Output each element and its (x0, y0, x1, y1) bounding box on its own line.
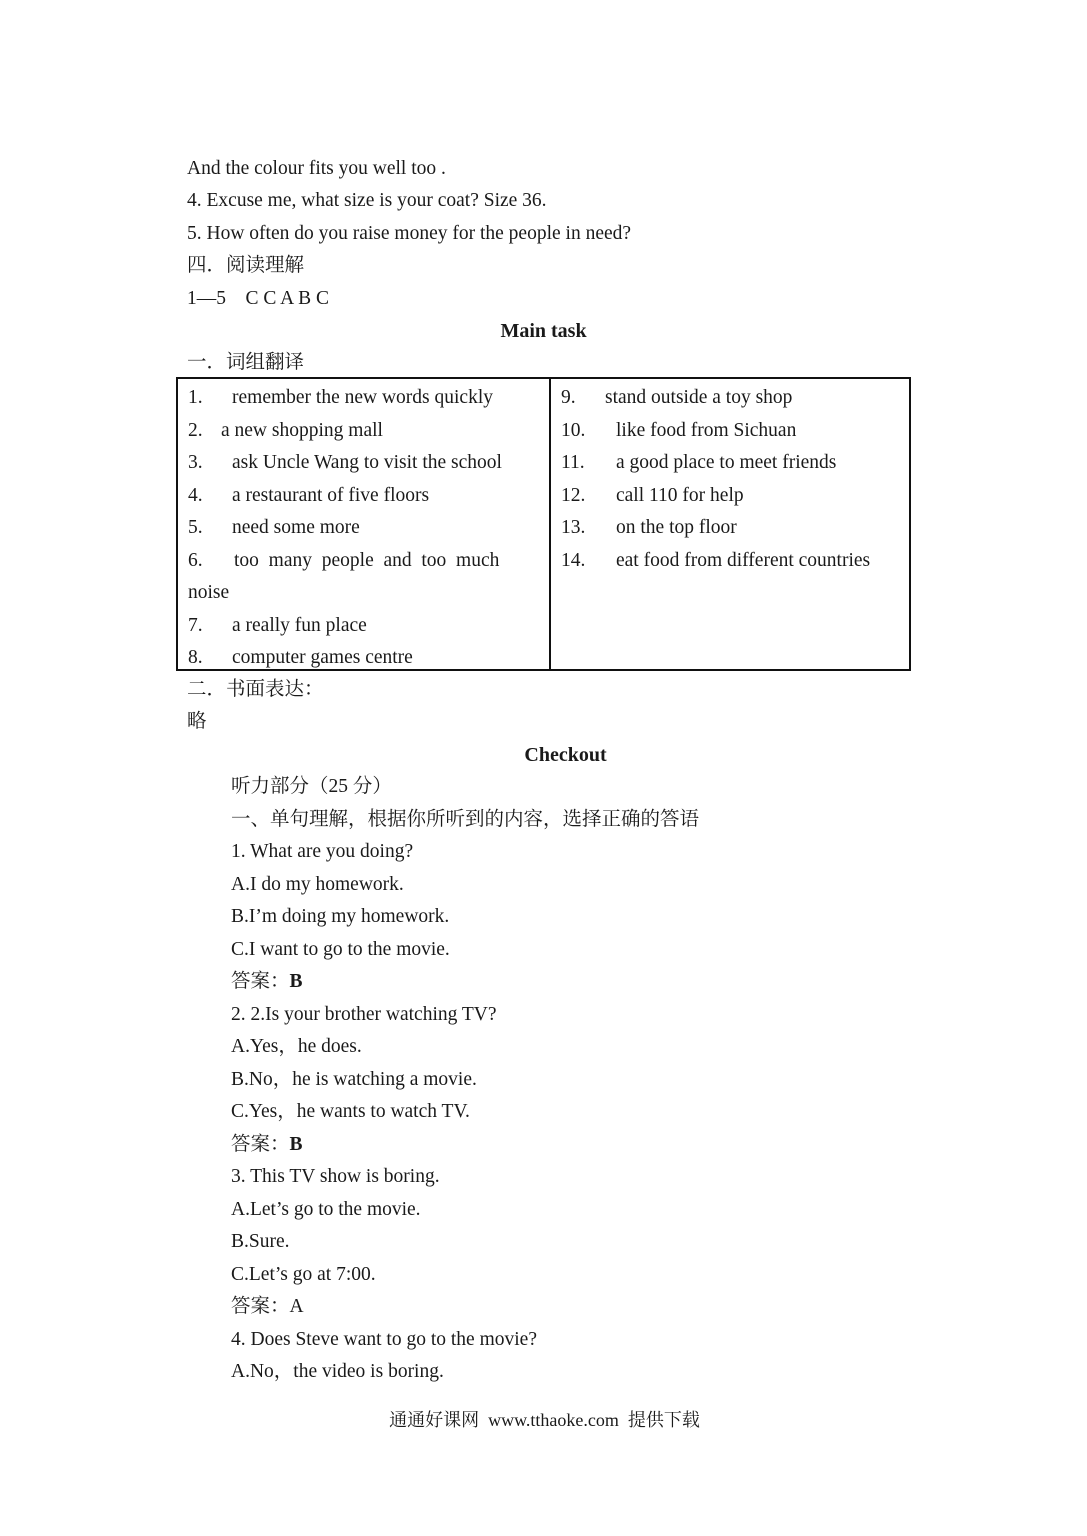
option: C.Yes，he wants to watch TV. (231, 1101, 470, 1122)
table-row: 8. computer games centre (188, 647, 413, 668)
table-row: 11. a good place to meet friends (561, 452, 837, 473)
table-row: 1. remember the new words quickly (188, 387, 494, 408)
section-answer: 略 (187, 711, 207, 732)
option: A.I do my homework. (231, 874, 404, 895)
text-line: 5. How often do you raise money for the people in need? (187, 223, 632, 244)
question: 2. 2.Is your brother watching TV? (231, 1004, 497, 1025)
page-footer: 通通好课网 www.tthaoke.com 提供下载 (389, 1410, 700, 1430)
option: A.Let’s go to the movie. (231, 1199, 421, 1220)
answer-line: 答案：A (231, 1296, 304, 1317)
vocab-table (176, 377, 911, 671)
table-row: 13. on the top floor (561, 517, 737, 538)
table-row: 7. a really fun place (188, 615, 367, 636)
answer-line: 1—5 C C A B C (187, 288, 329, 309)
question: 3. This TV show is boring. (231, 1166, 440, 1187)
table-row: 2. a new shopping mall (188, 420, 383, 441)
table-row: 12. call 110 for help (561, 485, 744, 506)
option: B.Sure. (231, 1231, 290, 1252)
main-task-title: Main task (500, 320, 587, 342)
section-heading: 四．阅读理解 (187, 255, 305, 276)
answer-line: 答案：B (231, 971, 303, 992)
table-row: 14. eat food from different countries (561, 550, 871, 571)
table-row-continuation: noise (188, 582, 230, 603)
checkout-title: Checkout (524, 744, 607, 766)
table-row: 10. like food from Sichuan (561, 420, 797, 441)
section-heading: 二．书面表达： (187, 679, 324, 700)
section-heading: 一．词组翻译 (187, 352, 305, 373)
option: A.Yes，he does. (231, 1036, 362, 1057)
table-divider (549, 379, 551, 669)
text-line: 听力部分（25 分） (231, 776, 392, 797)
table-row: 5. need some more (188, 517, 360, 538)
option: B.No，he is watching a movie. (231, 1069, 477, 1090)
option: C.I want to go to the movie. (231, 939, 450, 960)
table-row: 3. ask Uncle Wang to visit the school (188, 452, 502, 473)
table-row: 6. too many people and too much (188, 550, 500, 571)
text-line: 一、单句理解，根据你所听到的内容，选择正确的答语 (231, 809, 700, 830)
question: 1. What are you doing? (231, 841, 414, 862)
table-row: 4. a restaurant of five floors (188, 485, 430, 506)
option: B.I’m doing my homework. (231, 906, 450, 927)
option: C.Let’s go at 7:00. (231, 1264, 376, 1285)
text-line: And the colour fits you well too . (187, 158, 446, 179)
answer-line: 答案：B (231, 1134, 303, 1155)
text-line: 4. Excuse me, what size is your coat? Size 36. (187, 190, 547, 211)
question: 4. Does Steve want to go to the movie? (231, 1329, 537, 1350)
option: A.No，the video is boring. (231, 1361, 444, 1382)
table-row: 9. stand outside a toy shop (561, 387, 793, 408)
